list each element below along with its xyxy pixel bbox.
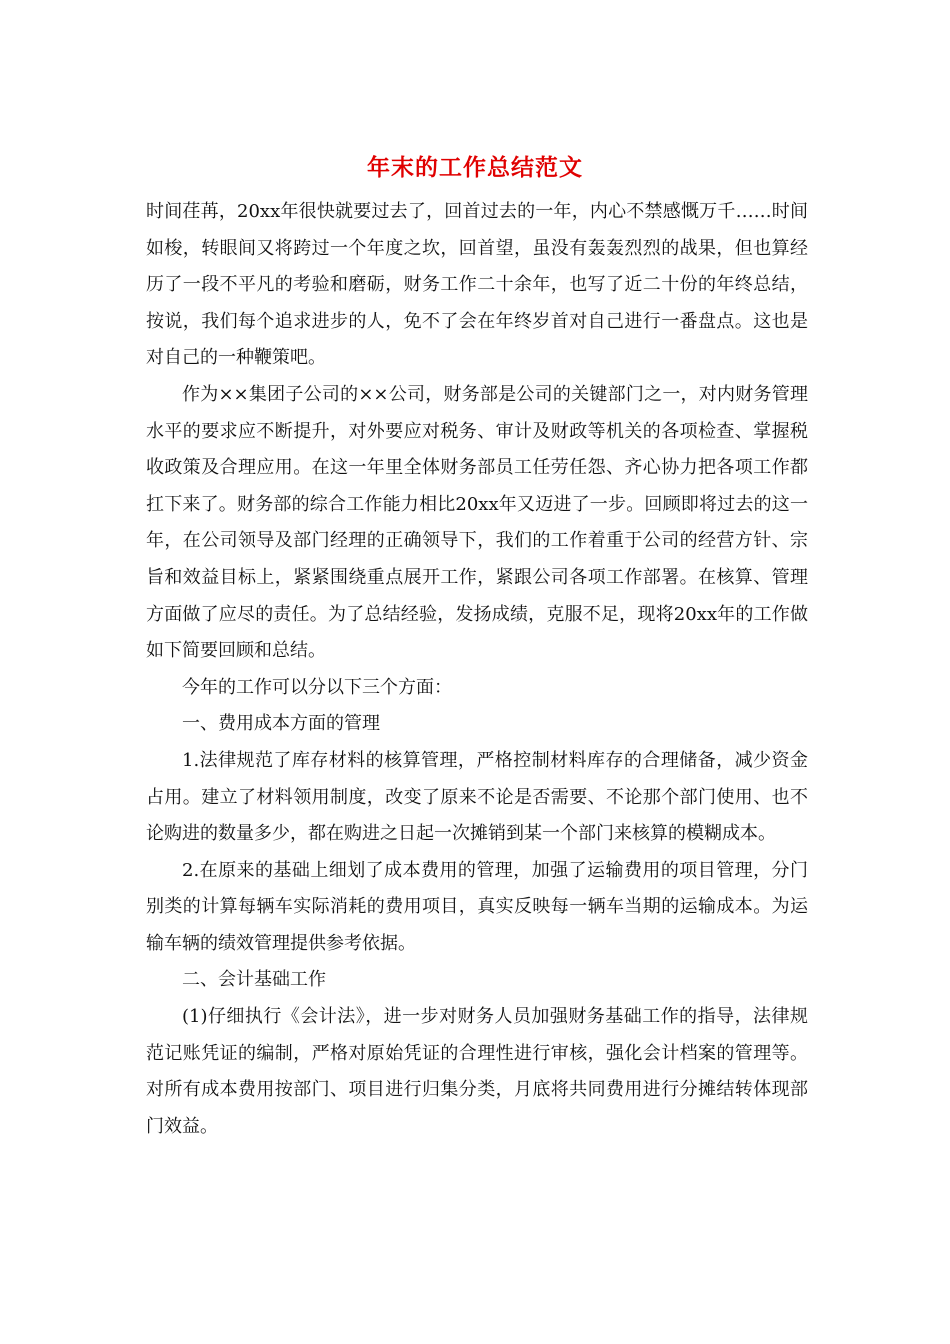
paragraph-company: 作为××集团子公司的××公司，财务部是公司的关键部门之一，对内财务管理水平的要求应不断提升，对外要应对税务、审计及财政等机关的各项检查、掌握税收政策及合理应用。在这一年里全体财务部员工任劳任怨、齐心协力把各项工作都扛下来了。财务部的综合工作能力相比20xx年又迈进了一步。回顾即将过去的这一年，在公司领导及部门经理的正确领导下，我们的工作着重于公司的经营方针、宗旨和效益目标上，紧紧围绕重点展开工作，紧跟公司各项工作部署。在核算、管理方面做了应尽的责任。为了总结经验，发扬成绩，克服不足，现将20xx年的工作做如下简要回顾和总结。 [146,383,808,662]
section-heading-accounting: 二、会计基础工作 [182,969,326,991]
document-title: 年末的工作总结范文 [367,154,583,181]
section-heading-cost: 一、费用成本方面的管理 [182,713,380,735]
document-body [146,194,808,1145]
paragraph-accounting-item-1: (1)仔细执行《会计法》，进一步对财务人员加强财务基础工作的指导，法律规范记账凭证的编制，严格对原始凭证的合理性进行审核，强化会计档案的管理等。对所有成本费用按部门、项目进行归集分类，月底将共同费用进行分摊结转体现部门效益。 [146,1006,808,1137]
paragraph-intro: 时间荏苒，20xx年很快就要过去了，回首过去的一年，内心不禁感慨万千……时间如梭，转眼间又将跨过一个年度之坎，回首望，虽没有轰轰烈烈的战果，但也算经历了一段不平凡的考验和磨砺，财务工作二十余年，也写了近二十份的年终总结，按说，我们每个追求进步的人，免不了会在年终岁首对自己进行一番盘点。这也是对自己的一种鞭策吧。 [146,201,808,369]
paragraph-overview: 今年的工作可以分以下三个方面： [182,676,452,698]
paragraph-cost-item-2: 2.在原来的基础上细划了成本费用的管理，加强了运输费用的项目管理，分门别类的计算每辆车实际消耗的费用项目，真实反映每一辆车当期的运输成本。为运输车辆的绩效管理提供参考依据。 [146,859,808,954]
paragraph-cost-item-1: 1.法律规范了库存材料的核算管理，严格控制材料库存的合理储备，减少资金占用。建立了材料领用制度，改变了原来不论是否需要、不论那个部门使用、也不论购进的数量多少，都在购进之日起一次摊销到某一个部门来核算的模糊成本。 [146,749,808,845]
